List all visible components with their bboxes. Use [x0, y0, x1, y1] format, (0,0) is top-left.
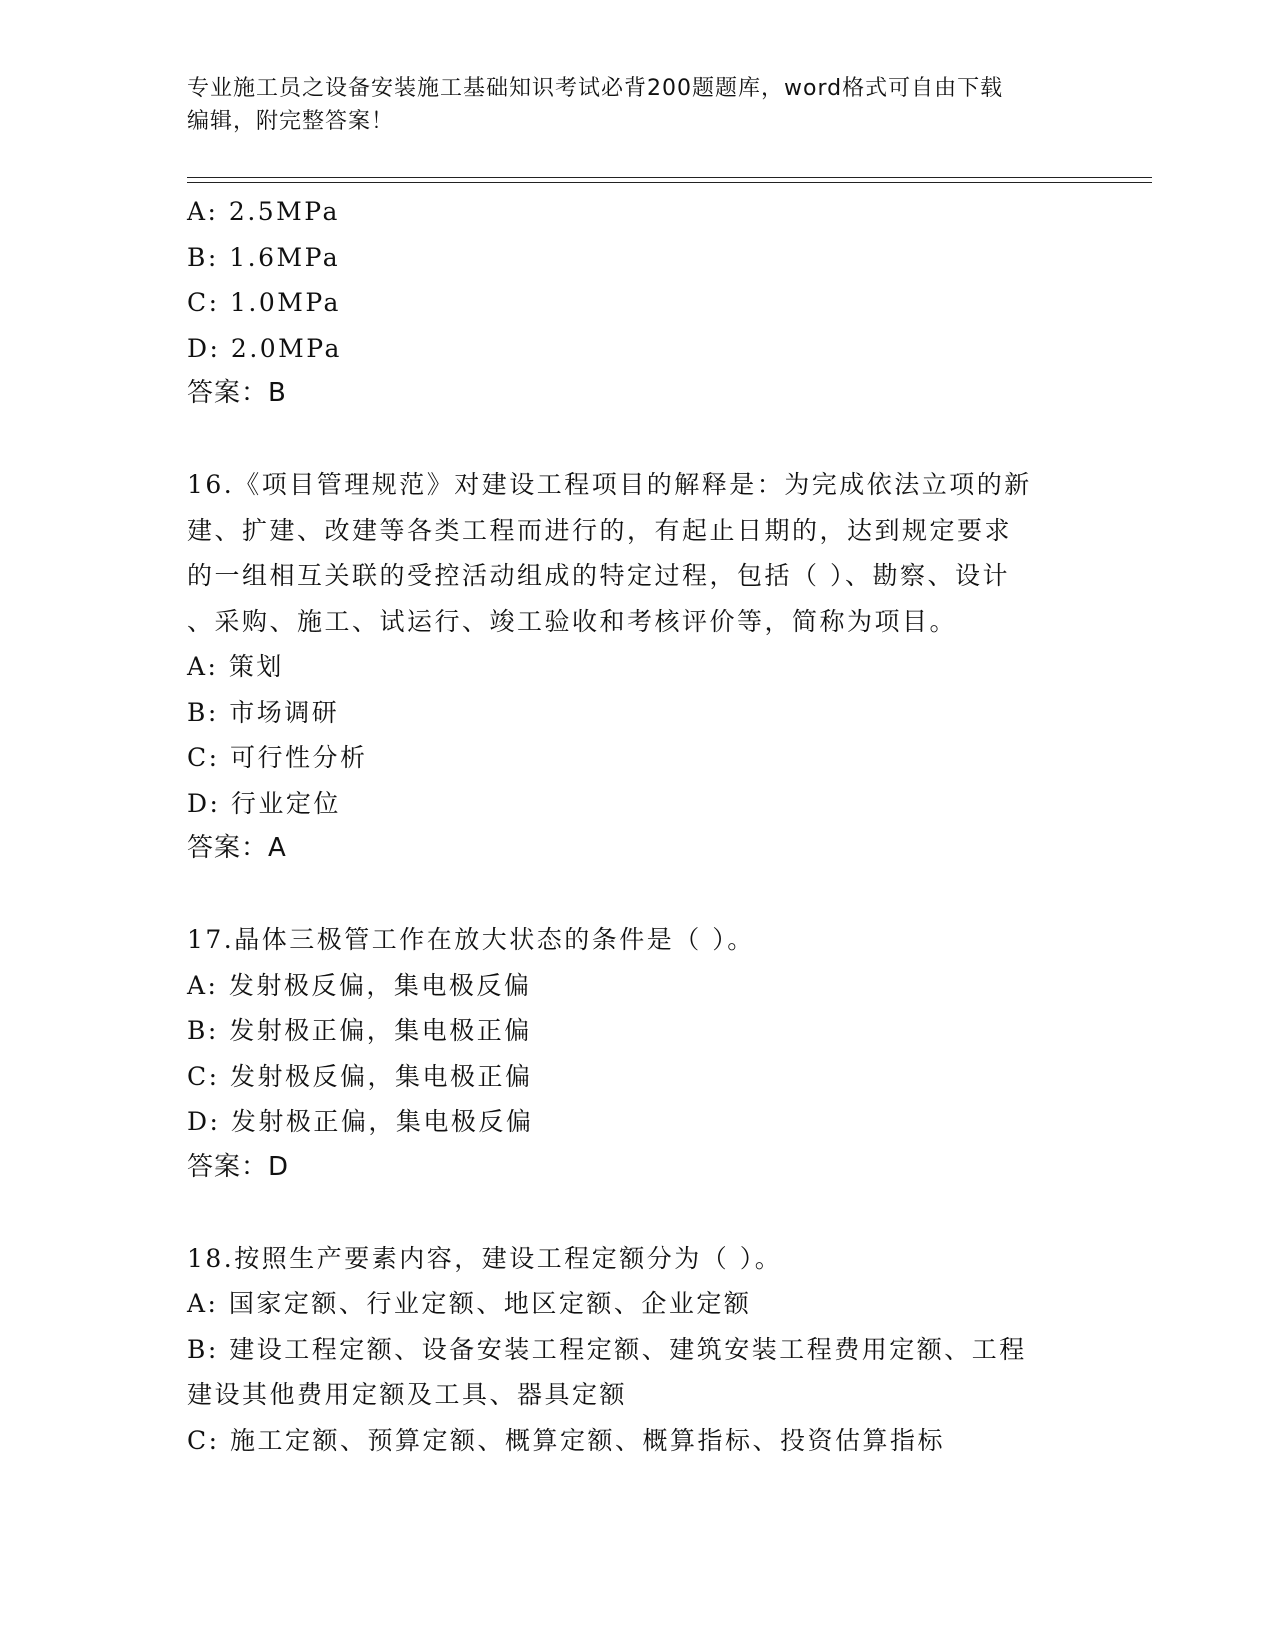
question-17 — [187, 917, 1087, 1190]
header-title-line-1: 专业施工员之设备安装施工基础知识考试必背200题题库，word格式可自由下载 — [187, 76, 1004, 101]
question-text-line-2: 建、扩建、改建等各类工程而进行的，有起止日期的，达到规定要求 — [187, 515, 1013, 545]
option-b: B: 市场调研 — [187, 697, 340, 727]
question-16 — [187, 462, 1087, 872]
option-b: B: 发射极正偏，集电极正偏 — [187, 1016, 532, 1045]
spacer — [187, 872, 1087, 918]
option-a: A: 国家定额、行业定额、地区定额、企业定额 — [187, 1289, 752, 1318]
document-header — [187, 72, 1087, 138]
question-text: 17.晶体三极管工作在放大状态的条件是（ ）。 — [187, 925, 755, 954]
option-d: D: 行业定位 — [187, 788, 341, 818]
option-a: A: 2.5MPa — [187, 197, 340, 226]
spacer — [187, 417, 1087, 463]
option-c: C: 施工定额、预算定额、概算定额、概算指标、投资估算指标 — [187, 1425, 946, 1455]
question-text-line-3: 的一组相互关联的受控活动组成的特定过程，包括（ ）、勘察、设计 — [187, 561, 1010, 590]
question-text-line-4: 、采购、施工、试运行、竣工验收和考核评价等，简称为项目。 — [187, 606, 958, 636]
option-b-line-1: B: 建设工程定额、设备安装工程定额、建筑安装工程费用定额、工程 — [187, 1334, 1027, 1364]
answer-label: 答案：A — [187, 833, 287, 863]
answer-label: 答案：B — [187, 378, 287, 408]
question-18 — [187, 1236, 1087, 1464]
question-text-line-1: 16.《项目管理规范》对建设工程项目的解释是：为完成依法立项的新 — [187, 470, 1032, 499]
option-d: D: 发射极正偏，集电极反偏 — [187, 1107, 534, 1136]
answer-label: 答案：D — [187, 1151, 290, 1182]
header-divider-bottom — [187, 182, 1152, 183]
option-a: A: 发射极反偏，集电极反偏 — [187, 970, 532, 1000]
option-d: D: 2.0MPa — [187, 333, 342, 363]
question-15 — [187, 189, 1087, 417]
question-text: 18.按照生产要素内容，建设工程定额分为（ ）。 — [187, 1243, 783, 1273]
option-b-line-2: 建设其他费用定额及工具、器具定额 — [187, 1380, 628, 1409]
option-c: C: 1.0MPa — [187, 288, 341, 317]
option-a: A: 策划 — [187, 652, 284, 681]
spacer — [187, 1190, 1087, 1236]
option-b: B: 1.6MPa — [187, 242, 341, 272]
option-c: C: 可行性分析 — [187, 743, 368, 772]
header-title-line-2: 编辑，附完整答案！ — [187, 109, 395, 134]
header-divider-top — [187, 177, 1152, 178]
option-c: C: 发射极反偏，集电极正偏 — [187, 1061, 533, 1091]
question-content — [187, 189, 1087, 1463]
